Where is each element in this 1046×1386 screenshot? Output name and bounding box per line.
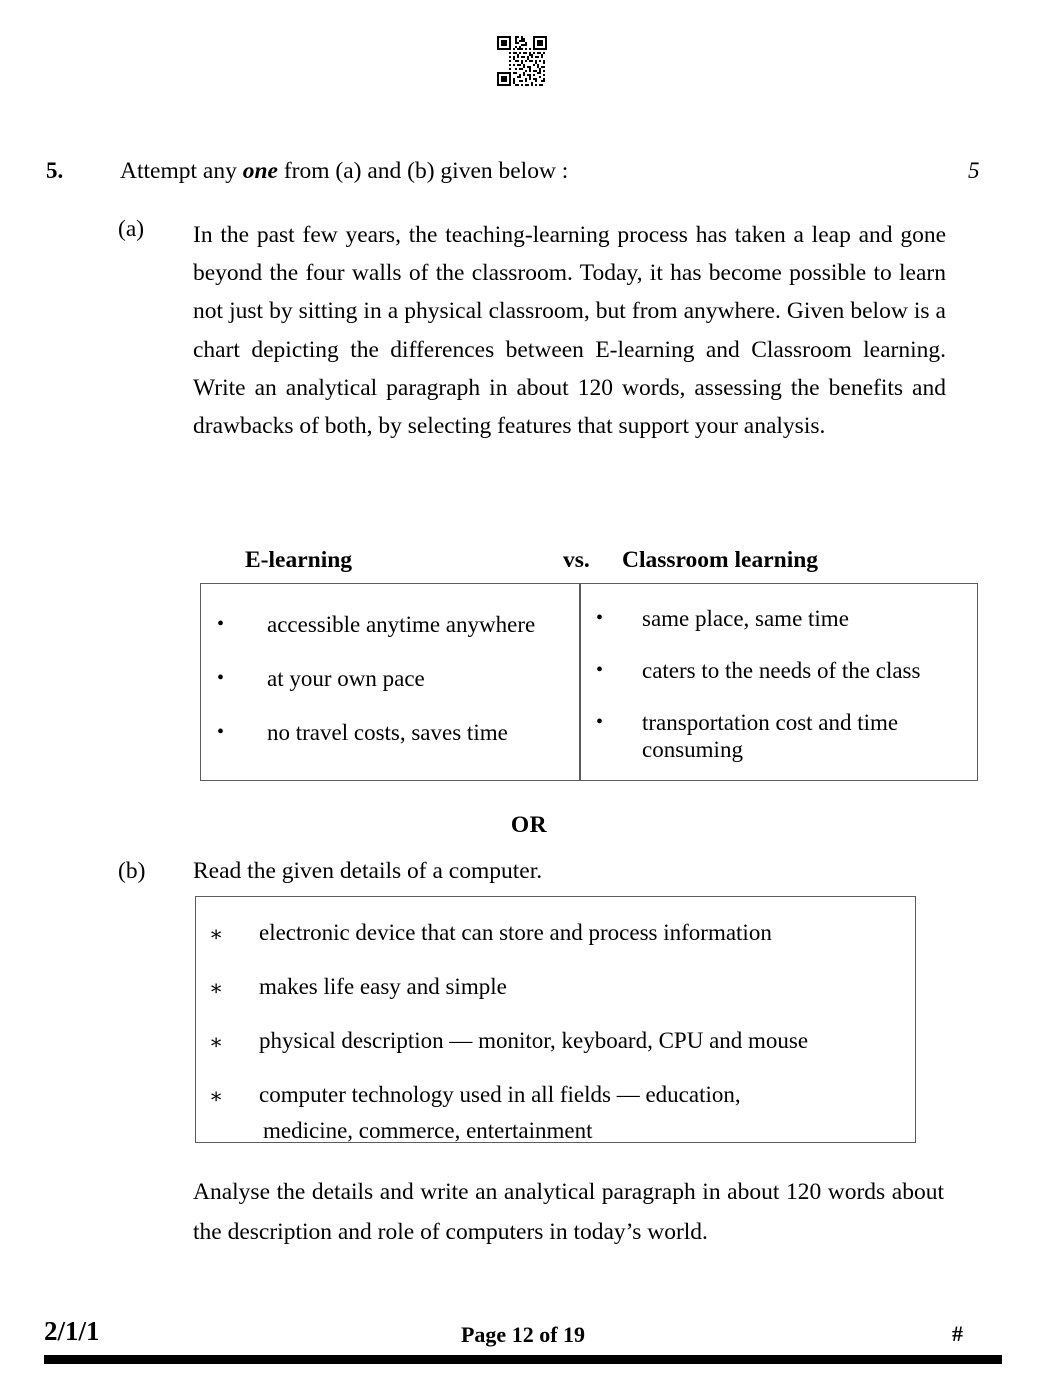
asterisk-bullet-icon: ∗ (209, 1084, 224, 1108)
question-stem-before: Attempt any (120, 158, 243, 184)
part-a-paragraph: In the past few years, the teaching-learning process has taken a leap and gone beyond the four walls of the classroom. Today, it has become possible to learn not just by sitting in a physical classroom, but from anywhere. Given below is a chart depicting the differences between E-learning and Classroom learning. Write an analytical paragraph in about 120 words, assessing the benefits and drawbacks of both, by selecting features that support your analysis. (193, 222, 946, 440)
end-marker: # (952, 1321, 963, 1346)
bullet-icon: • (217, 613, 225, 635)
part-b-label: (b) (118, 858, 146, 884)
list-item-text-line2: medicine, commerce, entertainment (263, 1118, 593, 1143)
list-item (209, 915, 915, 951)
bullet-icon: • (596, 659, 604, 681)
question-number: 5. (46, 158, 64, 183)
list-item-text-line2: consuming (642, 737, 743, 762)
list-item-text: at your own pace (267, 666, 425, 691)
page-number: Page 12 of 19 (460, 1322, 586, 1347)
bullet-icon: • (217, 721, 225, 743)
question-stem-after: from (a) and (b) given below : (277, 158, 569, 184)
list-item-text: makes life easy and simple (259, 974, 507, 999)
list-item (209, 1023, 915, 1059)
bullet-icon: • (596, 607, 604, 629)
comparison-column-classroom (581, 584, 977, 780)
list-item (209, 1077, 915, 1149)
comparison-headings (200, 547, 978, 579)
paper-code: 2/1/1 (44, 1316, 100, 1346)
list-item (596, 709, 977, 763)
or-label: OR (510, 812, 548, 838)
footer-rule (44, 1355, 1002, 1364)
bullet-icon: • (217, 667, 225, 689)
asterisk-bullet-icon: ∗ (209, 1030, 224, 1054)
list-item-text: caters to the needs of the class (642, 658, 921, 683)
list-item (217, 719, 579, 746)
elearning-bullet-list (217, 611, 579, 746)
comparison-vs-label: vs. (563, 547, 590, 573)
asterisk-bullet-icon: ∗ (209, 976, 224, 1000)
list-item-text-line1: transportation cost and time (642, 710, 899, 735)
question-marks: 5 (968, 158, 980, 183)
page-footer (0, 1316, 1046, 1356)
list-item (209, 969, 915, 1005)
comparison-column-elearning (201, 584, 579, 780)
comparison-table (200, 583, 978, 781)
list-item-text (209, 1077, 915, 1149)
comparison-heading-right: Classroom learning (622, 547, 819, 573)
part-b-closing-instruction: Analyse the details and write an analytical paragraph in about 120 words about the description and role of computers in today’s world. (193, 1179, 944, 1245)
list-item-text: physical description — monitor, keyboard, CPU and mouse (259, 1028, 809, 1053)
list-item-text: no travel costs, saves time (267, 720, 508, 745)
list-item (596, 657, 977, 684)
question-stem-emphasis: one (242, 158, 278, 184)
or-separator (0, 812, 1046, 839)
list-item-text: accessible anytime anywhere (267, 612, 536, 637)
list-item-text (596, 709, 977, 763)
part-a-label: (a) (118, 216, 145, 242)
list-item-text: electronic device that can store and process information (259, 920, 772, 945)
asterisk-bullet-icon: ∗ (209, 922, 224, 946)
computer-details-list (209, 915, 915, 1149)
computer-details-box (195, 896, 916, 1143)
bullet-icon: • (596, 711, 604, 733)
part-b-lead-in: Read the given details of a computer. (193, 858, 543, 884)
qr-code (497, 36, 547, 86)
comparison-heading-left: E-learning (245, 547, 353, 573)
list-item (596, 605, 977, 632)
classroom-bullet-list (596, 605, 977, 763)
question-stem (120, 158, 568, 185)
list-item (217, 611, 579, 638)
list-item-text: same place, same time (642, 606, 849, 631)
list-item-text-line1: computer technology used in all fields — education, (259, 1082, 741, 1107)
list-item (217, 665, 579, 692)
